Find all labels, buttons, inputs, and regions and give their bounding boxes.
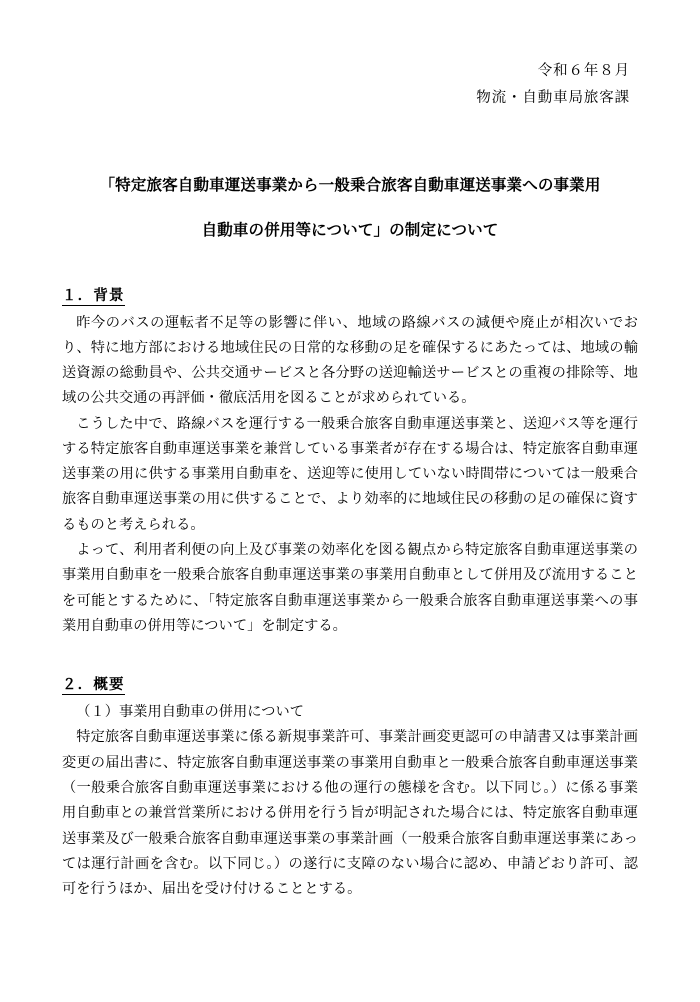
- document-header: [62, 58, 630, 112]
- section-background-heading: １．背景: [62, 287, 125, 304]
- section-overview-paragraph-1: 特定旅客自動車運送事業に係る新規事業許可、事業計画変更認可の申請書又は事業計画変更の届出書に、特定旅客自動車運送事業の事業用自動車と一般乗合旅客自動車運送事業（一般乗合旅客自動車運送事業における他の運行の態様を含む。以下同じ。）に係る事業用自動車との兼営営業所における併用を行う旨が明記された場合には、特定旅客自動車運送事業及び一般乗合旅客自動車運送事業の事業計画（一般乗合旅客自動車運送事業にあっては運行計画を含む。以下同じ。）の遂行に支障のない場合に認め、申請どおり許可、認可を行うほか、届出を受け付けることとする。: [62, 729, 638, 898]
- page-title: [62, 164, 638, 254]
- section-overview: [62, 673, 638, 902]
- issuing-department: 物流・自動車局旅客課: [476, 89, 630, 106]
- document-date: 令和６年８月: [537, 63, 630, 79]
- page-title-line-1: 「特定旅客自動車運送事業から一般乗合旅客自動車運送事業への事業用: [99, 176, 601, 194]
- section-overview-heading: ２．概要: [62, 677, 125, 694]
- page-title-line-2: 自動車の併用等について」の制定について: [201, 221, 499, 239]
- section-background-paragraph-2: こうした中で、路線バスを運行する一般乗合旅客自動車運送事業と、送迎バス等を運行する特定旅客自動車運送事業を兼営している事業者が存在する場合は、特定旅客自動車運送事業の用に供する事業用自動車を、送迎等に使用していない時間帯については一般乗合旅客自動車運送事業の用に供することで、より効率的に地域住民の移動の足の確保に資するものと考えられる。: [62, 415, 638, 533]
- section-overview-subheading-1: （１）事業用自動車の併用について: [76, 704, 305, 721]
- section-background-paragraph-1: 昨今のバスの運転者不足等の影響に伴い、地域の路線バスの減便や廃止が相次いでおり、特に地方部における地域住民の日常的な移動の足を確保するにあたっては、地域の輸送資源の総動員や、公共交通サービスと各分野の送迎輸送サービスとの重複の排除等、地域の公共交通の再評価・徹底活用を図ることが求められている。: [62, 314, 638, 407]
- section-background-paragraph-3: よって、利用者利便の向上及び事業の効率化を図る観点から特定旅客自動車運送事業の事業用自動車を一般乗合旅客自動車運送事業の事業用自動車として併用及び流用することを可能とするために、「特定旅客自動車運送事業から一般乗合旅客自動車運送事業への事業用自動車の併用等について」を制定する。: [62, 542, 638, 634]
- section-background: [62, 284, 638, 640]
